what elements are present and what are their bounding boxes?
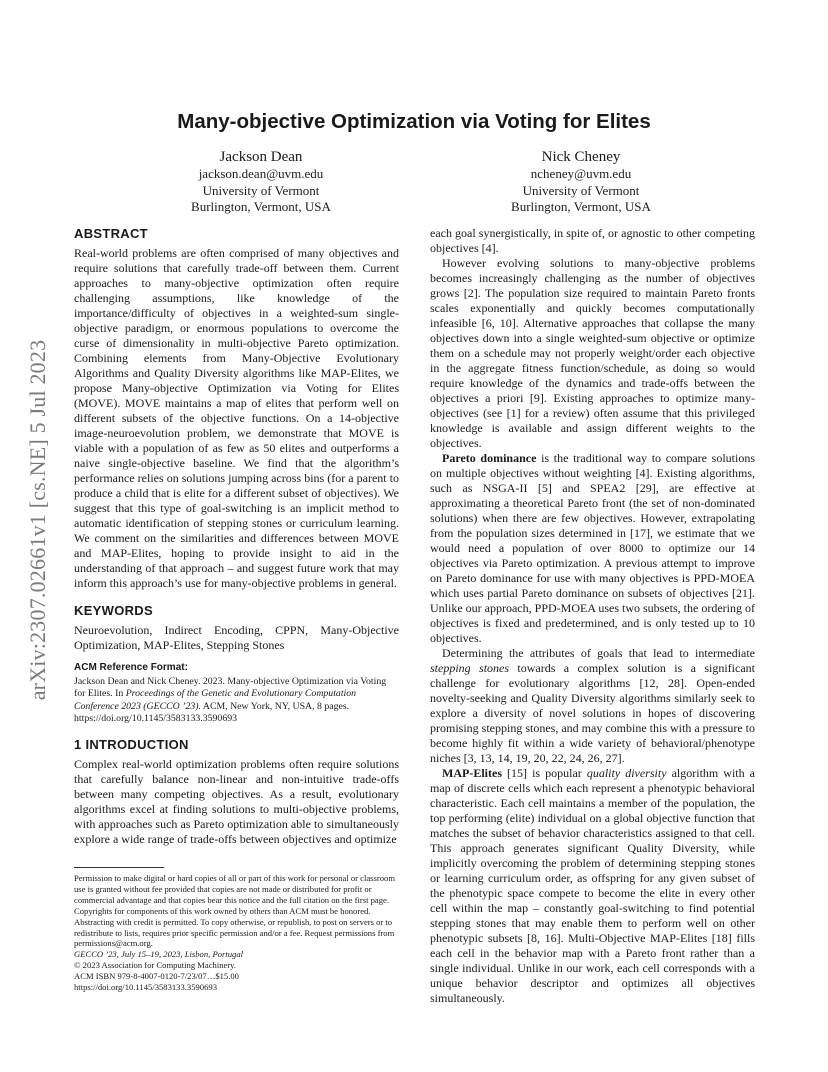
arxiv-stamp: arXiv:2307.02661v1 [cs.NE] 5 Jul 2023 (25, 339, 50, 701)
author-email: jackson.dean@uvm.edu (198, 166, 324, 181)
intro-paragraph-1: Complex real-world optimization problems often require solutions that carefully balance non-linear and non-intuitive trade-offs between many competing objectives. As a result, evolutionary algorithms excel at finding solutions to multi-objective problems, with approaches such as Pareto optimization able to simultaneously explore a wide range of trade-offs between objectives and optimize (74, 757, 399, 847)
copyright-line: © 2023 Association for Computing Machinery. (74, 960, 237, 971)
abstract-heading: ABSTRACT (74, 226, 148, 241)
author-block-2 (451, 148, 711, 216)
author-block-1 (131, 148, 391, 216)
keywords-heading: KEYWORDS (74, 603, 153, 618)
abstract-text: Real-world problems are often comprised of many objectives and require solutions that carefully trade-off between them. Current approaches to many-objective optimization often require challenging assumptions, like knowledge of the importance/difficulty of objectives in a weighted-sum single-objective paradigm, or enormous populations to overcome the curse of dimensionality in multi-objective Pareto optimization. Combining elements from Many-Objective Evolutionary Algorithms and Quality Diversity algorithms like MAP-Elites, we propose Many-objective Optimization via Voting for Elites (MOVE). MOVE maintains a map of elites that perform well on different subsets of the objective functions. On a 14-objective image-neuroevolution problem, we demonstrate that MOVE is viable with a population of as few as 50 elites and outperforms a naive single-objective baseline. We find that the algorithm’s performance relies on solutions jumping across bins (for a parent to produce a child that is elite for a different subset of objectives). We suggest that this type of goal-switching is an implicit method to automatic identification of stepping stones or curriculum learning. We comment on the similarities and differences between MOVE and MAP-Elites, hoping to provide insight to aid in the understanding of that approach – and suggest future work that may inform this approach’s use for many-objective problems in general. (74, 246, 399, 590)
venue: Proceedings of the Genetic and Evolutionary Computation Conference 2023 (GECCO ’23). (74, 688, 357, 712)
author-name: Jackson Dean (219, 149, 303, 165)
author-email: ncheney@uvm.edu (530, 166, 632, 181)
conference-line: GECCO ’23, July 15–19, 2023, Lisbon, Portugal (74, 949, 244, 960)
author-location: Burlington, Vermont, USA (511, 199, 651, 214)
right-column (430, 226, 755, 1006)
left-column (74, 226, 399, 993)
author-affiliation: University of Vermont (202, 182, 320, 198)
paper-title: Many-objective Optimization via Voting for Elites (177, 110, 651, 133)
introduction-heading: 1 INTRODUCTION (74, 737, 189, 753)
intro-paragraph-1-continued: each goal synergistically, in spite of, or agnostic to other competing objectives [4]. (430, 226, 755, 255)
intro-paragraph-3: Pareto dominance is the traditional way to compare solutions on multiple objectives without weighting [4]. Existing algorithms, such as NSGA-II [5] and SPEA2 [29], are effective at approximating a theoretical Pareto front (the set of non-dominated solutions) when there are few objectives. However, extrapolating from the population sizes determined in [17], we estimate that we would need a population of over 8000 to optimize our 14 objectives via Pareto optimization. A previous attempt to improve on Pareto dominance for use with many objectives is PPD-MOEA which uses partial Pareto dominance on subsets of objectives [21]. Unlike our approach, PPD-MOEA uses two subsets, the ordering of objectives is fixed and predetermined, and is only tested up to 10 objectives. (430, 451, 756, 645)
acm-reference-heading: ACM Reference Format: (74, 662, 188, 673)
doi-line: https://doi.org/10.1145/3583133.3590693 (74, 982, 217, 993)
isbn-line: ACM ISBN 979-8-4007-0120-7/23/07…$15.00 (74, 971, 239, 982)
intro-paragraph-5: MAP-Elites [15] is popular quality diversity algorithm with a map of discrete cells which each represent a phenotypic behavioral characteristic. Each cell maintains a member of the population, the top performing (elite) individual on a global objective function that matches the subset of behavior characteristics assigned to that cell. This approach generates significant Quality Diversity, while implicitly overcoming the problem of determining stepping stones or learning curriculum order, as offspring for any given subset of the phenotypic space compete to become the elite in every other cell within the map – constantly goal-switching to find potential stepping stones that may enable them to perform well on other phenotypic subsets [8, 16]. Multi-Objective MAP-Elites [18] fills each cell in the behavior map with a Pareto front rather than a single individual. Unlike in our work, each cell corresponds with a unique behavior descriptor and optimizes all objectives simultaneously. (430, 766, 755, 1005)
author-affiliation: University of Vermont (522, 182, 640, 198)
author-location: Burlington, Vermont, USA (191, 199, 331, 214)
acm-reference: ACM Reference Format: Jackson Dean and Nick Cheney. 2023. Many-objective Optimization via Voting for Elites. In Proceedings of the Genetic and Evolutionary Computation Conference 2023 (GECCO ’23). ACM, New York, NY, USA, 8 pages. https://doi.org/10.1145/3583133.3590693 (74, 662, 399, 725)
permission-notice: Permission to make digital or hard copies of all or part of this work for personal or classroom use is granted without fee provided that copies are not made or distributed for profit or commercial advantage and that copies bear this notice and the full citation on the first page. Copyrights for components of this work owned by others than ACM must be honored. Abstracting with credit is permitted. To copy otherwise, or republish, to post on servers or to redistribute to lists, requires prior specific permission and/or a fee. Request permissions from permissions@acm.org. GECCO ’23, July 15–19, 2023, Lisbon, Portugal © 2023 Association for Computing Machinery. ACM ISBN 979-8-4007-0120-7/23/07…$15.00 https://doi.org/10.1145/3583133.3590693 (74, 873, 399, 993)
footnote-divider (74, 867, 164, 868)
author-name: Nick Cheney (541, 149, 621, 165)
intro-paragraph-2: However evolving solutions to many-objective problems becomes increasingly challenging as the number of objectives grows [2]. The population size required to maintain Pareto fronts scales exponentially and quickly becomes computationally infeasible [6, 10]. Alternative approaches that collapse the many objectives down into a single weighted-sum objective or optimize them on a schedule may not properly weight/order each objective in the aggregate fitness function/schedule, as doing so would require knowledge of the dynamics and trade-offs between the objectives a priori [9]. Existing approaches to optimize many-objectives (see [1] for a review) often assume that this privileged knowledge is available and assign different weights to the objectives. (430, 256, 755, 450)
intro-paragraph-4: Determining the attributes of goals that lead to intermediate stepping stones towards a complex solution is a significant challenge for evolutionary algorithms [12, 28]. Open-ended novelty-seeking and Quality Diversity algorithms similarly seek to explore a diversity of novel solutions in hopes of discovering promising stepping stones, and may combine this with a pressure to become highly fit within a wide variety of behavioral/phenotype niches [3, 13, 14, 19, 20, 22, 24, 26, 27]. (430, 646, 755, 765)
keywords-text: Neuroevolution, Indirect Encoding, CPPN, Many-Objective Optimization, MAP-Elites, Stepping Stones (74, 623, 399, 652)
